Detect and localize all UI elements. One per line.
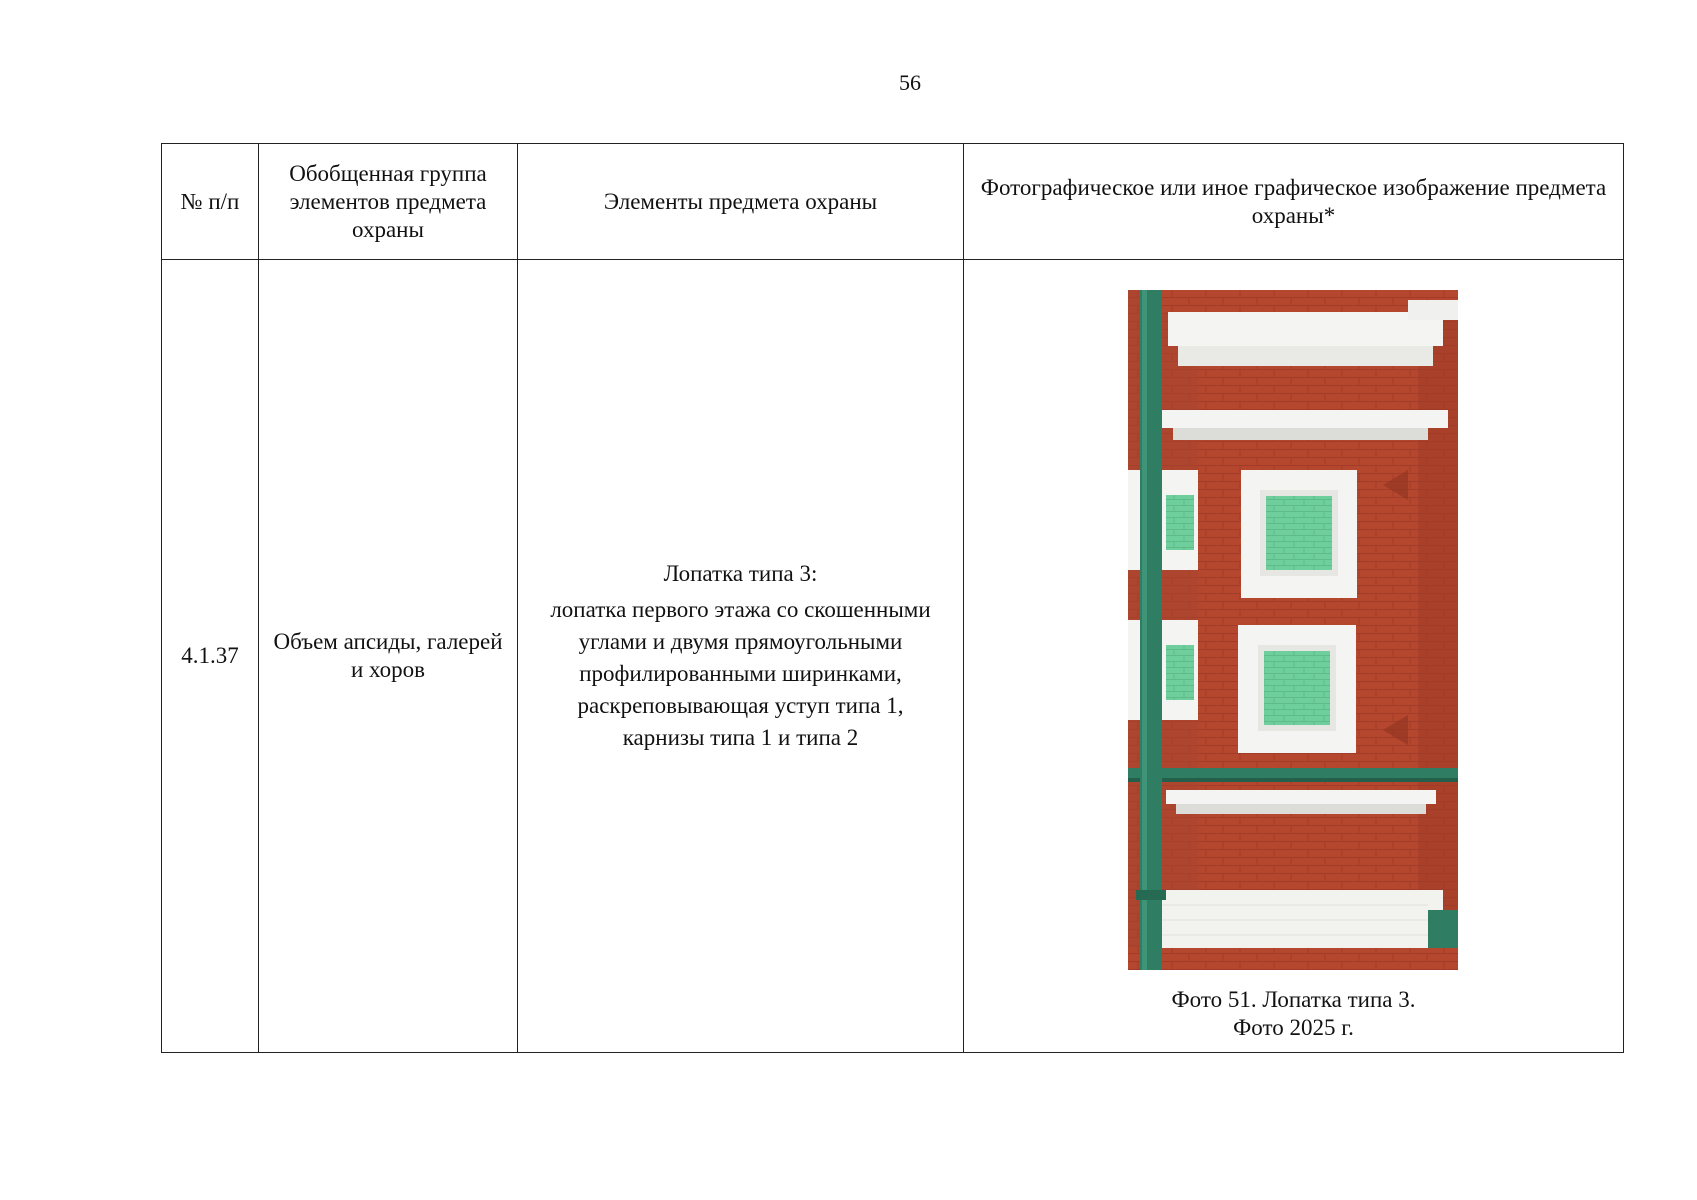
photo-caption-line1: Фото 51. Лопатка типа 3. — [1171, 987, 1416, 1012]
protection-elements-table — [161, 143, 1624, 1053]
pilaster-photo — [1128, 290, 1458, 970]
cell-number: 4.1.37 — [162, 260, 259, 1053]
description-line: карнизы типа 1 и типа 2 — [622, 725, 859, 750]
header-image: Фотографическое или иное графическое изображение предмета охраны* — [964, 144, 1624, 260]
header-elements: Элементы предмета охраны — [518, 144, 964, 260]
header-group: Обобщенная группа элементов предмета охраны — [259, 144, 518, 260]
table-header-row — [162, 144, 1624, 260]
page-number: 56 — [899, 70, 921, 95]
header-number: № п/п — [162, 144, 259, 260]
description-line: лопатка первого этажа со скошенными — [550, 597, 931, 622]
cell-group: Объем апсиды, галерей и хоров — [259, 260, 518, 1053]
cell-photo — [964, 260, 1624, 1053]
photo-caption-line2: Фото 2025 г. — [1233, 1015, 1354, 1040]
description-line: профилированными ширинками, — [579, 661, 902, 686]
description-line: раскреповывающая уступ типа 1, — [577, 693, 904, 718]
cell-description — [518, 260, 964, 1053]
photo-caption — [964, 986, 1623, 1042]
description-block — [526, 558, 955, 754]
description-title: Лопатка типа 3: — [663, 561, 818, 586]
table-row — [162, 260, 1624, 1053]
description-line: углами и двумя прямоугольными — [578, 629, 903, 654]
